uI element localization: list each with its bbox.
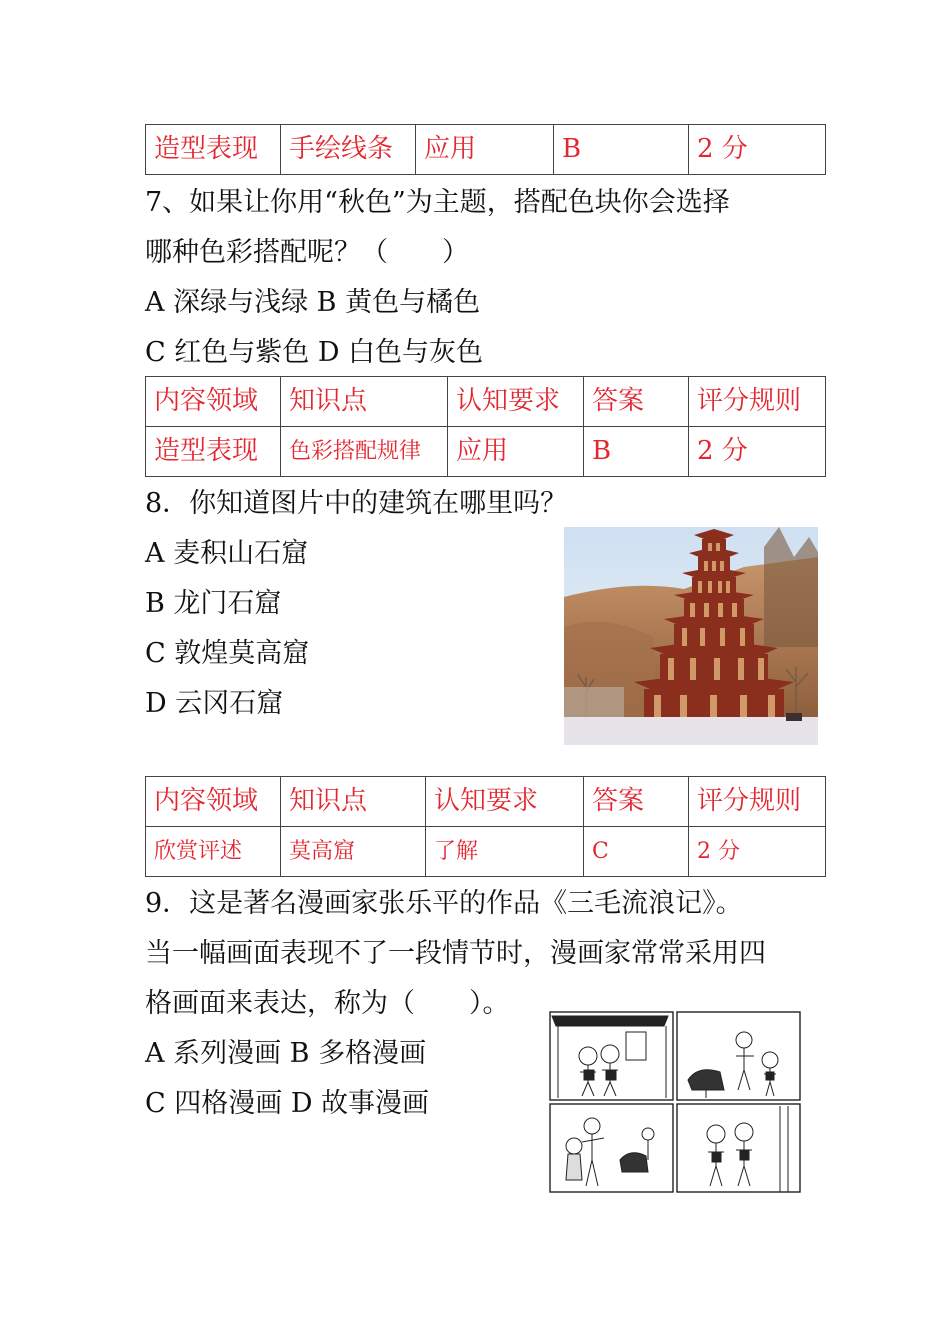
table-cell: 欣赏评述 [146,827,281,877]
table-header-cell: 内容领域 [146,777,281,827]
table-cell: 应用 [416,125,554,175]
rubric-table-q8 [145,776,826,877]
question-8-text: 8．你知道图片中的建筑在哪里吗？ [145,488,568,519]
question-7-text: 哪种色彩搭配呢？（ ） [145,237,469,268]
table-header-cell: 认知要求 [448,377,584,427]
table-cell: 手绘线条 [281,125,416,175]
question-9-options: C 四格漫画 D 故事漫画 [145,1088,430,1119]
table-cell: 造型表现 [146,427,281,477]
rubric-table-q6 [145,124,826,175]
question-9-text: 9．这是著名漫画家张乐平的作品《三毛流浪记》。 [145,888,743,919]
sanmao-comic-image [548,1010,802,1194]
question-7-text: 7、如果让你用“秋色”为主题，搭配色块你会选择 [145,187,730,218]
question-8-option: A 麦积山石窟 [145,538,309,569]
question-7-options: C 红色与紫色 D 白色与灰色 [145,337,484,368]
table-header-cell: 知识点 [281,377,448,427]
table-cell: 应用 [448,427,584,477]
table-cell: 2 分 [689,427,826,477]
question-8-option: C 敦煌莫高窟 [145,638,310,669]
table-cell: B [584,427,689,477]
table-row [146,125,826,175]
table-cell: B [554,125,689,175]
table-cell: 2 分 [689,827,826,877]
table-cell: 了解 [426,827,584,877]
mogao-grotto-photo [564,527,818,745]
table-header-row [146,777,826,827]
question-9-text: 格画面来表达，称为（ ）。 [145,988,510,1019]
table-cell: 莫高窟 [281,827,426,877]
table-header-cell: 知识点 [281,777,426,827]
question-8-option: D 云冈石窟 [145,688,284,719]
table-row [146,427,826,477]
question-9-options: A 系列漫画 B 多格漫画 [145,1038,427,1069]
table-cell: 色彩搭配规律 [281,427,448,477]
table-header-cell: 答案 [584,377,689,427]
rubric-table-q7 [145,376,826,477]
table-header-cell: 评分规则 [689,777,826,827]
question-7-options: A 深绿与浅绿 B 黄色与橘色 [145,287,481,318]
question-8-option: B 龙门石窟 [145,588,282,619]
question-9-text: 当一幅画面表现不了一段情节时，漫画家常常采用四 [145,938,766,969]
table-header-row [146,377,826,427]
table-cell: 造型表现 [146,125,281,175]
table-header-cell: 认知要求 [426,777,584,827]
table-header-cell: 内容领域 [146,377,281,427]
table-header-cell: 答案 [584,777,689,827]
table-row [146,827,826,877]
table-cell: 2 分 [689,125,826,175]
table-header-cell: 评分规则 [689,377,826,427]
table-cell: C [584,827,689,877]
